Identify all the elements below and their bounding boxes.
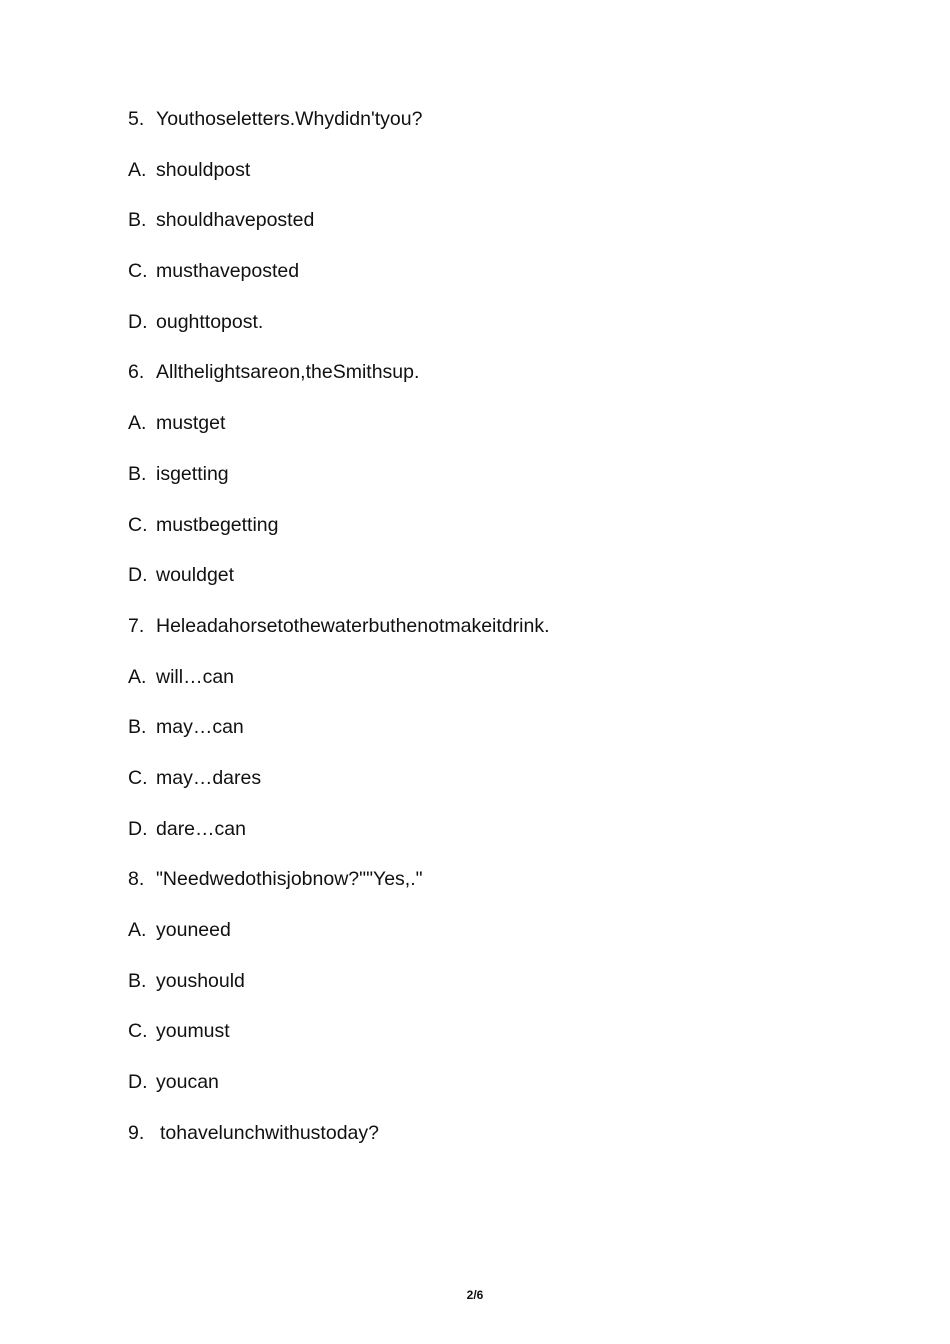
option-text: youshould [156, 969, 245, 992]
option-letter: A. [128, 665, 147, 688]
page-number: 2/6 [466, 1288, 484, 1302]
question-number: 7. [128, 614, 145, 637]
question-stem [128, 1119, 828, 1170]
option-letter: B. [128, 716, 147, 739]
option-letter: D. [128, 817, 148, 840]
question-text: Heleadahorsetothewaterbuthenotmakeitdrink. [156, 614, 550, 637]
question-text: Allthelightsareon,theSmithsup. [156, 361, 420, 384]
option-letter: C. [128, 766, 148, 789]
option-b [128, 206, 828, 257]
option-c [128, 1017, 828, 1068]
option-b [128, 713, 828, 764]
option-d [128, 561, 828, 612]
option-text: shouldpost [156, 158, 251, 181]
option-d [128, 308, 828, 359]
option-letter: D. [128, 310, 148, 333]
question-stem [128, 105, 828, 156]
option-d [128, 1068, 828, 1119]
option-letter: C. [128, 513, 148, 536]
question-list [128, 105, 828, 1169]
option-letter: B. [128, 969, 147, 992]
option-letter: C. [128, 260, 148, 283]
option-text: wouldget [156, 564, 235, 587]
question-text: Youthoseletters.Whydidn'tyou? [156, 108, 423, 130]
option-letter: A. [128, 919, 147, 941]
option-c [128, 764, 828, 815]
option-a [128, 156, 828, 207]
option-text: youmust [156, 1020, 230, 1043]
question-number: 9. [128, 1121, 145, 1144]
option-text: oughttopost. [156, 310, 264, 333]
option-letter: A. [128, 158, 147, 181]
option-text: mustbegetting [156, 513, 279, 536]
option-text: youneed [156, 919, 231, 941]
option-text: may…can [156, 716, 244, 739]
option-a [128, 409, 828, 460]
option-text: isgetting [156, 462, 229, 485]
question-number: 6. [128, 361, 145, 384]
option-letter: A. [128, 412, 147, 435]
question-stem [128, 358, 828, 409]
option-c [128, 257, 828, 308]
option-letter: B. [128, 209, 147, 232]
option-c [128, 511, 828, 562]
option-d [128, 815, 828, 866]
option-text: may…dares [156, 766, 262, 789]
question-text: "Needwedothisjobnow?""Yes,." [156, 868, 423, 891]
option-text: mustget [156, 412, 226, 435]
option-a [128, 916, 828, 967]
question-stem [128, 865, 828, 916]
option-letter: D. [128, 1071, 148, 1094]
option-letter: B. [128, 462, 147, 485]
option-a [128, 663, 828, 714]
question-text: tohavelunchwithustoday? [160, 1121, 379, 1144]
question-number: 8. [128, 868, 145, 891]
option-b [128, 967, 828, 1018]
question-stem [128, 612, 828, 663]
question-number: 5. [128, 108, 145, 130]
option-letter: D. [128, 564, 148, 587]
option-text: musthaveposted [156, 260, 300, 283]
option-text: shouldhaveposted [156, 209, 315, 232]
option-b [128, 460, 828, 511]
option-text: dare…can [156, 817, 246, 840]
option-text: will…can [156, 665, 235, 688]
option-letter: C. [128, 1020, 148, 1043]
option-text: youcan [156, 1071, 219, 1094]
